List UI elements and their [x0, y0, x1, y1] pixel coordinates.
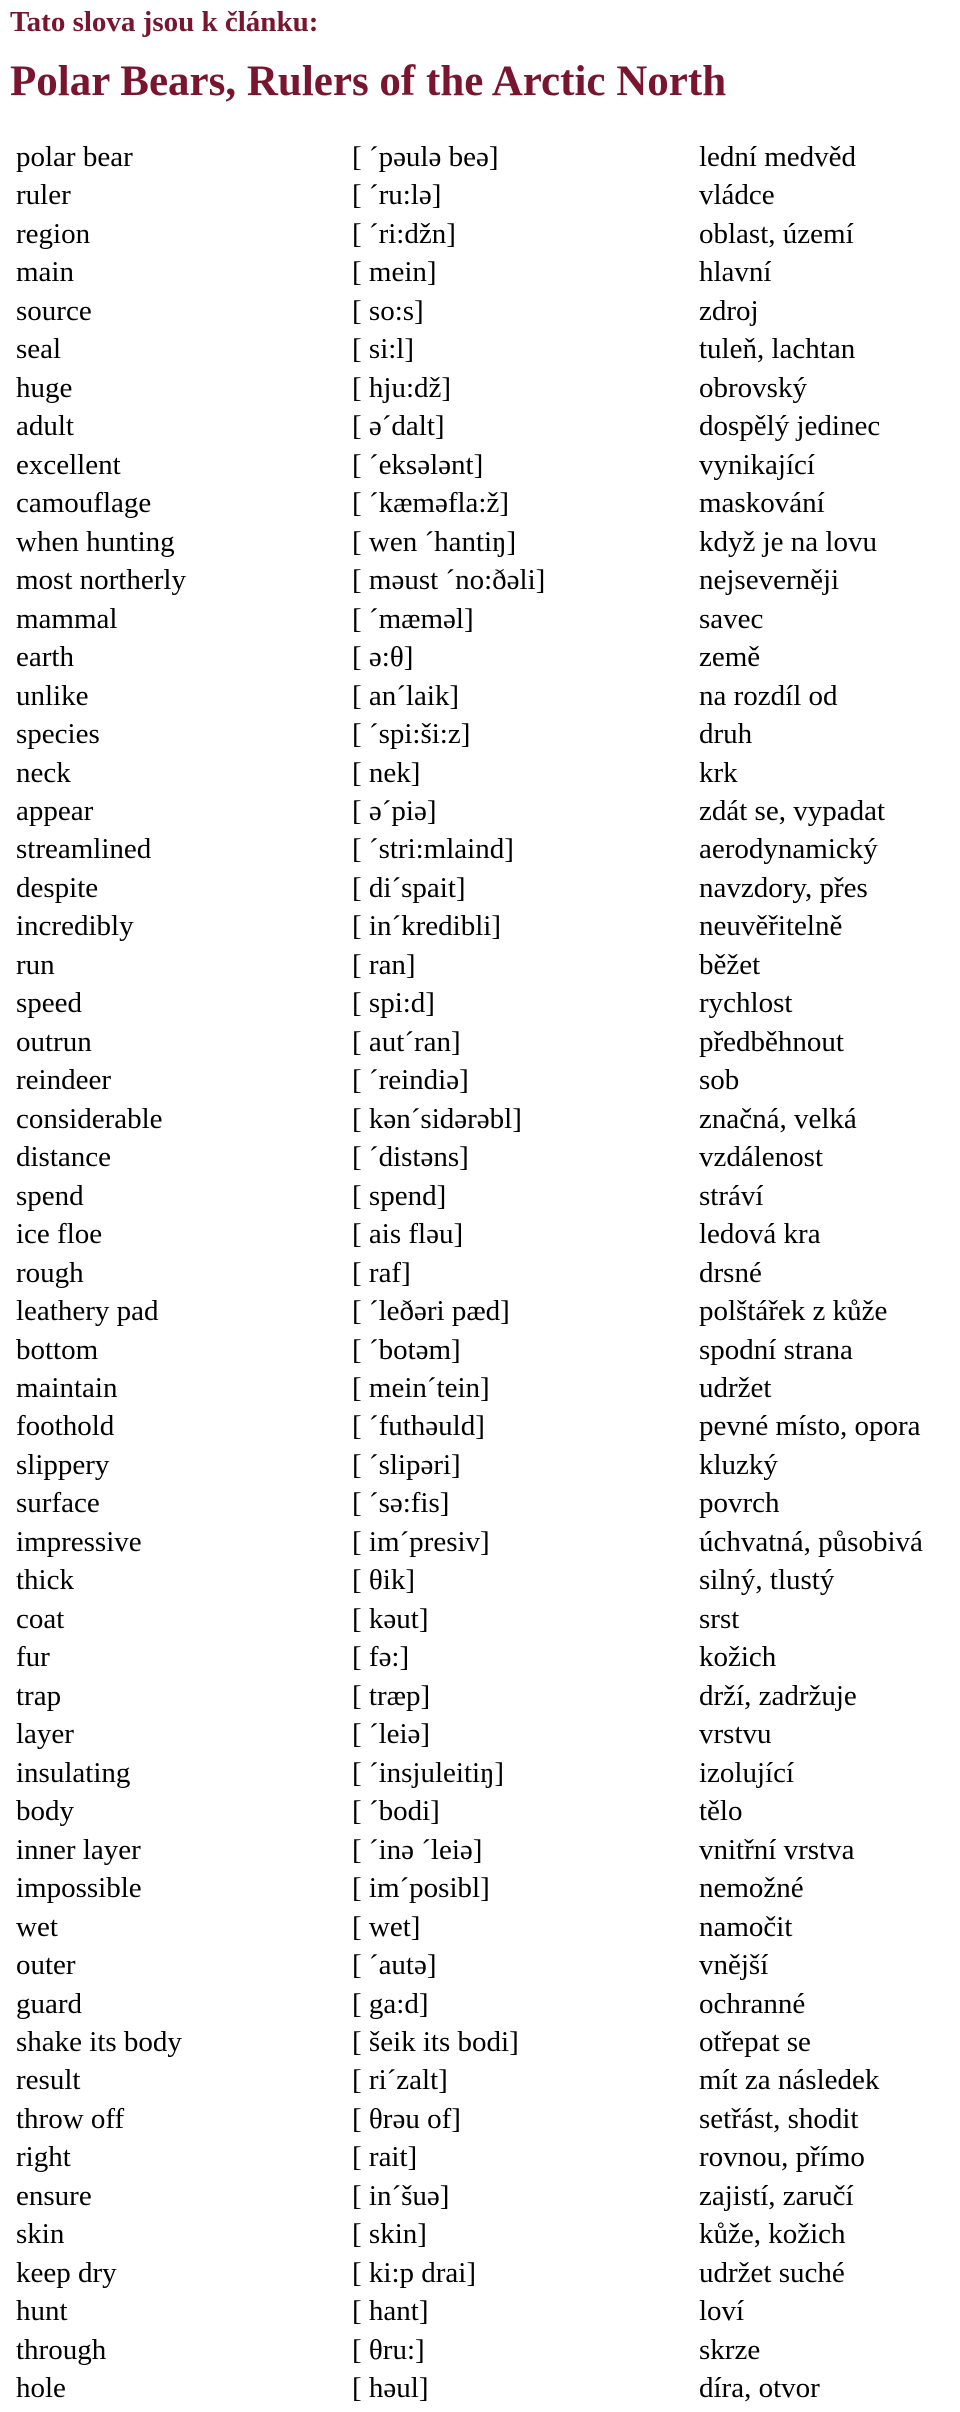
vocab-word: most northerly: [16, 564, 186, 597]
vocab-translation: silný, tlustý: [699, 1564, 835, 1597]
vocab-translation: nejseverněji: [699, 564, 840, 597]
vocab-translation: zdát se, vypadat: [699, 794, 886, 827]
vocab-pronunciation: [ ´distəns]: [352, 1141, 469, 1174]
vocab-pronunciation: [ kəut]: [352, 1602, 429, 1635]
vocab-row: [0, 369, 960, 407]
vocab-translation: oblast, území: [699, 217, 854, 250]
vocab-word: wet: [16, 1910, 58, 1943]
vocab-pronunciation: [ hant]: [352, 2295, 429, 2328]
vocab-word: huge: [16, 371, 73, 404]
vocab-row: [0, 253, 960, 291]
vocab-pronunciation: [ ´slipəri]: [352, 1448, 461, 1481]
vocab-word: skin: [16, 2218, 65, 2251]
vocab-word: right: [16, 2141, 71, 2174]
vocab-word: incredibly: [16, 910, 134, 943]
vocab-pronunciation: [ ´autə]: [352, 1949, 437, 1982]
vocab-pronunciation: [ ´stri:mlaind]: [352, 833, 514, 866]
vocab-word: ice floe: [16, 1218, 103, 1251]
vocab-translation: pevné místo, opora: [699, 1410, 921, 1443]
vocab-translation: když je na lovu: [699, 525, 877, 558]
vocab-pronunciation: [ məust ´no:ðəli]: [352, 564, 546, 597]
vocab-pronunciation: [ šeik its bodi]: [352, 2025, 519, 2058]
vocab-translation: udržet suché: [699, 2256, 845, 2289]
vocab-translation: vnitřní vrstva: [699, 1833, 855, 1866]
vocab-row: [0, 1831, 960, 1869]
vocab-pronunciation: [ θik]: [352, 1564, 416, 1597]
vocab-pronunciation: [ həul]: [352, 2372, 429, 2405]
vocab-word: fur: [16, 1641, 50, 1674]
vocab-translation: izolující: [699, 1756, 795, 1789]
vocab-row: [0, 1331, 960, 1369]
vocab-word: inner layer: [16, 1833, 141, 1866]
vocab-translation: skrze: [699, 2333, 761, 2366]
vocab-row: [0, 1600, 960, 1638]
vocab-word: impressive: [16, 1525, 142, 1558]
vocab-pronunciation: [ θru:]: [352, 2333, 425, 2366]
vocab-row: [0, 2138, 960, 2176]
vocab-word: region: [16, 217, 91, 250]
vocab-row: [0, 2061, 960, 2099]
vocab-word: surface: [16, 1487, 100, 1520]
vocab-row: [0, 946, 960, 984]
vocab-pronunciation: [ mein]: [352, 256, 437, 289]
vocab-pronunciation: [ ´inə ´leiə]: [352, 1833, 483, 1866]
vocab-translation: země: [699, 641, 761, 674]
vocab-translation: vrstvu: [699, 1718, 772, 1751]
vocab-pronunciation: [ mein´tein]: [352, 1372, 490, 1404]
vocab-translation: zdroj: [699, 294, 759, 327]
vocab-translation: díra, otvor: [699, 2372, 820, 2405]
vocab-word: maintain: [16, 1372, 118, 1404]
vocab-pronunciation: [ im´posibl]: [352, 1872, 490, 1905]
vocab-word: through: [16, 2333, 107, 2366]
vocab-translation: vnější: [699, 1949, 769, 1982]
vocab-word: outrun: [16, 1025, 92, 1058]
vocab-translation: otřepat se: [699, 2025, 811, 2058]
vocab-word: seal: [16, 333, 62, 366]
vocab-translation: savec: [699, 602, 764, 635]
vocab-word: outer: [16, 1949, 76, 1982]
vocab-pronunciation: [ ri´zalt]: [352, 2064, 448, 2097]
vocab-row: [0, 1677, 960, 1715]
vocab-translation: krk: [699, 756, 738, 789]
vocab-word: despite: [16, 871, 99, 904]
vocab-row: [0, 2369, 960, 2407]
vocab-word: mammal: [16, 602, 118, 635]
vocab-translation: povrch: [699, 1487, 780, 1520]
vocab-word: insulating: [16, 1756, 131, 1789]
vocab-word: rough: [16, 1256, 84, 1289]
vocab-translation: kožich: [699, 1641, 777, 1674]
vocab-word: coat: [16, 1602, 65, 1635]
vocab-word: spend: [16, 1179, 84, 1212]
vocab-word: polar bear: [16, 141, 133, 173]
vocab-row: [0, 1523, 960, 1561]
vocab-translation: tělo: [699, 1795, 743, 1828]
vocab-translation: spodní strana: [699, 1333, 853, 1366]
vocab-pronunciation: [ ´leiə]: [352, 1718, 431, 1751]
vocab-translation: kluzký: [699, 1448, 778, 1481]
vocab-row: [0, 1638, 960, 1676]
vocab-translation: dospělý jedinec: [699, 410, 881, 443]
vocab-word: unlike: [16, 679, 89, 712]
vocab-pronunciation: [ aut´ran]: [352, 1025, 461, 1058]
vocab-pronunciation: [ ə´piə]: [352, 794, 437, 827]
vocab-pronunciation: [ ´sə:fis]: [352, 1487, 450, 1520]
vocab-translation: lední medvěd: [699, 141, 857, 173]
vocab-pronunciation: [ wen ´hantiŋ]: [352, 525, 517, 558]
vocab-row: [0, 984, 960, 1022]
vocab-word: guard: [16, 1987, 83, 2020]
vocab-translation: ochranné: [699, 1987, 806, 2020]
vocab-row: [0, 1985, 960, 2023]
vocab-word: run: [16, 948, 55, 981]
vocab-row: [0, 638, 960, 676]
vocab-translation: tuleň, lachtan: [699, 333, 856, 366]
vocab-pronunciation: [ θrəu of]: [352, 2102, 461, 2135]
vocab-translation: drsné: [699, 1256, 762, 1289]
vocab-translation: stráví: [699, 1179, 764, 1212]
vocab-translation: obrovský: [699, 371, 807, 404]
vocab-pronunciation: [ spend]: [352, 1179, 447, 1212]
vocab-translation: udržet: [699, 1372, 772, 1404]
vocab-pronunciation: [ in´kredibli]: [352, 910, 501, 943]
vocab-row: [0, 2215, 960, 2253]
vocab-pronunciation: [ so:s]: [352, 294, 424, 327]
vocab-row: [0, 2100, 960, 2138]
vocab-translation: sob: [699, 1064, 740, 1097]
vocab-translation: druh: [699, 718, 753, 751]
vocab-word: speed: [16, 987, 83, 1020]
vocab-pronunciation: [ ´spi:ši:z]: [352, 718, 471, 751]
vocab-pronunciation: [ ə:θ]: [352, 641, 414, 674]
vocab-word: excellent: [16, 448, 121, 481]
vocab-pronunciation: [ kən´sidərəbl]: [352, 1102, 522, 1135]
vocab-translation: navzdory, přes: [699, 871, 868, 904]
vocab-row: [0, 1715, 960, 1753]
vocab-row: [0, 1561, 960, 1599]
vocab-translation: mít za následek: [699, 2064, 880, 2097]
vocab-translation: srst: [699, 1602, 740, 1635]
vocab-pronunciation: [ ´insjuleitiŋ]: [352, 1756, 505, 1789]
vocab-pronunciation: [ ga:d]: [352, 1987, 429, 2020]
vocab-pronunciation: [ ´ri:džn]: [352, 217, 456, 250]
vocab-translation: značná, velká: [699, 1102, 857, 1135]
vocab-pronunciation: [ hju:dž]: [352, 371, 452, 404]
vocab-row: [0, 600, 960, 638]
vocab-word: throw off: [16, 2102, 125, 2135]
vocab-word: hole: [16, 2372, 66, 2405]
vocab-translation: vynikající: [699, 448, 815, 481]
vocab-pronunciation: [ ran]: [352, 948, 416, 981]
vocab-word: ensure: [16, 2179, 92, 2212]
vocab-row: [0, 1407, 960, 1445]
vocab-row: [0, 1369, 960, 1407]
vocab-row: [0, 830, 960, 868]
vocab-pronunciation: [ nek]: [352, 756, 421, 789]
vocab-pronunciation: [ ´reindiə]: [352, 1064, 469, 1097]
vocab-pronunciation: [ im´presiv]: [352, 1525, 490, 1558]
vocab-translation: setřást, shodit: [699, 2102, 859, 2135]
vocab-pronunciation: [ ´bodi]: [352, 1795, 440, 1828]
vocab-word: camouflage: [16, 487, 152, 520]
vocab-translation: úchvatná, působivá: [699, 1525, 923, 1558]
vocab-translation: ledová kra: [699, 1218, 821, 1251]
vocab-row: [0, 677, 960, 715]
vocab-pronunciation: [ ə´dalt]: [352, 410, 445, 443]
vocab-pronunciation: [ ´eksələnt]: [352, 448, 484, 481]
page-title: Polar Bears, Rulers of the Arctic North: [10, 58, 727, 105]
vocab-word: foothold: [16, 1410, 115, 1443]
vocab-pronunciation: [ træp]: [352, 1679, 431, 1712]
vocab-word: bottom: [16, 1333, 99, 1366]
vocab-word: streamlined: [16, 833, 152, 866]
vocab-translation: zajistí, zaručí: [699, 2179, 854, 2212]
vocab-row: [0, 523, 960, 561]
vocab-row: [0, 1177, 960, 1215]
vocab-word: when hunting: [16, 525, 175, 558]
vocab-word: shake its body: [16, 2025, 182, 2058]
vocab-word: earth: [16, 641, 74, 674]
vocab-row: [0, 2023, 960, 2061]
vocab-row: [0, 869, 960, 907]
vocab-word: impossible: [16, 1872, 142, 1905]
vocab-translation: na rozdíl od: [699, 679, 838, 712]
vocab-word: main: [16, 256, 74, 289]
vocab-translation: vládce: [699, 179, 775, 212]
vocab-pronunciation: [ ´futhəuld]: [352, 1410, 485, 1443]
vocab-row: [0, 2254, 960, 2292]
vocab-word: trap: [16, 1679, 62, 1712]
vocab-translation: polštářek z kůže: [699, 1295, 888, 1328]
vocab-pronunciation: [ ´mæməl]: [352, 602, 474, 635]
vocab-row: [0, 138, 960, 176]
vocab-row: [0, 1446, 960, 1484]
vocabulary-list: [0, 138, 960, 2408]
vocab-word: thick: [16, 1564, 74, 1597]
vocab-word: slippery: [16, 1448, 110, 1481]
vocab-pronunciation: [ skin]: [352, 2218, 427, 2251]
vocab-row: [0, 176, 960, 214]
vocab-word: appear: [16, 794, 94, 827]
vocab-word: ruler: [16, 179, 71, 212]
vocab-translation: maskování: [699, 487, 825, 520]
vocab-word: source: [16, 294, 92, 327]
vocab-row: [0, 792, 960, 830]
vocab-word: result: [16, 2064, 81, 2097]
vocab-translation: aerodynamický: [699, 833, 878, 866]
vocab-row: [0, 1023, 960, 1061]
vocab-pronunciation: [ wet]: [352, 1910, 421, 1943]
vocab-row: [0, 1100, 960, 1138]
vocab-row: [0, 715, 960, 753]
vocab-row: [0, 1946, 960, 1984]
header-subtitle: Tato slova jsou k článku:: [10, 6, 319, 38]
vocab-translation: vzdálenost: [699, 1141, 824, 1174]
vocab-word: body: [16, 1795, 74, 1828]
vocab-translation: namočit: [699, 1910, 793, 1943]
vocab-pronunciation: [ ´kæməfla:ž]: [352, 487, 510, 520]
vocab-row: [0, 2292, 960, 2330]
vocab-row: [0, 1754, 960, 1792]
vocab-row: [0, 1869, 960, 1907]
vocab-row: [0, 407, 960, 445]
vocab-row: [0, 1484, 960, 1522]
vocab-translation: drží, zadržuje: [699, 1679, 857, 1712]
vocab-pronunciation: [ ´leðəri pæd]: [352, 1295, 510, 1328]
vocab-pronunciation: [ rait]: [352, 2141, 418, 2174]
vocab-row: [0, 1292, 960, 1330]
vocab-translation: běžet: [699, 948, 761, 981]
vocab-row: [0, 1138, 960, 1176]
vocab-translation: rychlost: [699, 987, 793, 1020]
vocab-translation: kůže, kožich: [699, 2218, 846, 2251]
vocab-row: [0, 1792, 960, 1830]
vocab-translation: loví: [699, 2295, 745, 2328]
vocab-word: layer: [16, 1718, 74, 1751]
vocab-translation: hlavní: [699, 256, 772, 289]
vocab-translation: neuvěřitelně: [699, 910, 843, 943]
vocab-row: [0, 561, 960, 599]
vocab-pronunciation: [ ´pəulə beə]: [352, 141, 499, 173]
vocab-row: [0, 2177, 960, 2215]
vocab-word: considerable: [16, 1102, 163, 1135]
vocab-pronunciation: [ ki:p drai]: [352, 2256, 477, 2289]
vocab-word: reindeer: [16, 1064, 111, 1097]
vocab-pronunciation: [ ´ru:lə]: [352, 179, 442, 212]
vocab-pronunciation: [ di´spait]: [352, 871, 466, 904]
vocab-row: [0, 330, 960, 368]
vocab-word: neck: [16, 756, 71, 789]
vocab-row: [0, 754, 960, 792]
vocab-pronunciation: [ in´šuə]: [352, 2179, 450, 2212]
vocab-pronunciation: [ spi:d]: [352, 987, 435, 1020]
vocab-translation: nemožné: [699, 1872, 804, 1905]
vocab-row: [0, 1215, 960, 1253]
vocab-translation: předběhnout: [699, 1025, 844, 1058]
vocab-row: [0, 2331, 960, 2369]
vocab-row: [0, 1908, 960, 1946]
vocab-pronunciation: [ fə:]: [352, 1641, 410, 1674]
vocab-pronunciation: [ an´laik]: [352, 679, 460, 712]
vocab-row: [0, 446, 960, 484]
vocab-word: keep dry: [16, 2256, 117, 2289]
vocab-pronunciation: [ ´botəm]: [352, 1333, 461, 1366]
vocab-word: adult: [16, 410, 74, 443]
vocab-word: leathery pad: [16, 1295, 159, 1328]
vocab-pronunciation: [ ais fləu]: [352, 1218, 464, 1251]
vocab-row: [0, 1254, 960, 1292]
vocab-row: [0, 215, 960, 253]
vocab-row: [0, 292, 960, 330]
vocab-pronunciation: [ si:l]: [352, 333, 415, 366]
vocab-pronunciation: [ raf]: [352, 1256, 411, 1289]
vocab-word: species: [16, 718, 100, 751]
vocab-word: distance: [16, 1141, 112, 1174]
vocab-row: [0, 907, 960, 945]
vocab-word: hunt: [16, 2295, 68, 2328]
vocab-translation: rovnou, přímo: [699, 2141, 865, 2174]
vocab-row: [0, 484, 960, 522]
vocab-row: [0, 1061, 960, 1099]
